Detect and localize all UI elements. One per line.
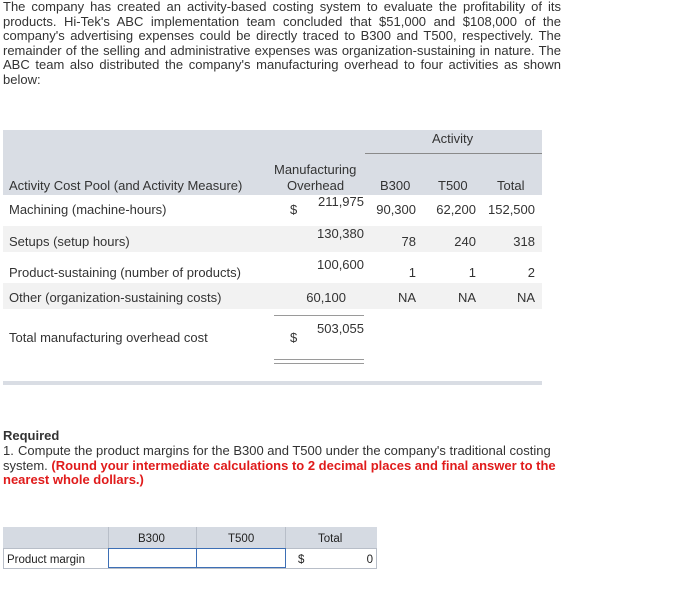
answer-total-header: Total (318, 533, 343, 545)
activity-header: Activity (432, 131, 474, 146)
table-bottom-band (3, 381, 542, 385)
b300-margin-input[interactable] (108, 548, 197, 568)
answer-header-divider (196, 527, 197, 548)
question-text: Compute the product margins for the B300 and T500 under the company's traditional costing system. (3, 443, 551, 473)
mfg-overhead-header-line1: Manufacturing (274, 162, 357, 177)
pool-header: Activity Cost Pool (and Activity Measure) (9, 178, 243, 193)
answer-total-dollar: $ (298, 554, 305, 566)
row-b300-value: NA (397, 290, 416, 305)
row-label: Product-sustaining (number of products) (9, 265, 241, 280)
row-label: Other (organization-sustaining costs) (9, 290, 222, 305)
row-t500-value: 1 (468, 265, 476, 280)
intro-paragraph: The company has created an activity-based costing system to evaluate the profitability of its products. Hi-Tek's ABC implementation team concluded that $51,000 and $108,000 of the company's advertising expenses could be directly traced to B300 and T500, respectively. The remainder of the selling and administrative expenses was organization-sustaining in nature. The ABC team also distributed the company's manufacturing overhead to four activities as shown below: (3, 0, 561, 87)
required-title: Required (3, 428, 60, 443)
rounding-note: (Round your intermediate calculations to 2 decimal places and final answer to the nearest whole dollars.) (3, 457, 556, 488)
row-mfg-value: 130,380 (317, 226, 364, 241)
product-margin-label: Product margin (7, 554, 85, 566)
total-double-rule-top (274, 359, 364, 360)
total-row-label: Total manufacturing overhead cost (9, 330, 208, 345)
question-number: 1. (3, 443, 14, 458)
row-t500-value: 240 (454, 234, 476, 249)
mfg-overhead-header-line2: Overhead (287, 178, 345, 193)
total-row-dollar: $ (290, 330, 298, 345)
answer-header-divider (108, 527, 109, 548)
row-label: Setups (setup hours) (9, 234, 130, 249)
required-question (3, 444, 563, 488)
row-mfg-value: 60,100 (306, 290, 346, 305)
row-total-value: NA (516, 290, 535, 305)
answer-t500-header: T500 (228, 533, 255, 545)
row-b300-value: 1 (408, 265, 416, 280)
total-double-rule-bottom (274, 363, 364, 364)
row-total-value: 318 (513, 234, 535, 249)
t500-header: T500 (438, 178, 468, 193)
subtotal-rule (274, 315, 364, 316)
row-b300-value: 78 (401, 234, 416, 249)
total-row-mfg-value: 503,055 (317, 321, 364, 336)
row-mfg-value: 211,975 (317, 194, 364, 209)
row-total-value: 2 (527, 265, 535, 280)
t500-margin-input[interactable] (196, 548, 286, 568)
answer-header-divider (285, 527, 286, 548)
row-t500-value: 62,200 (436, 202, 476, 217)
row-mfg-value: 100,600 (317, 257, 364, 272)
total-header: Total (497, 178, 525, 193)
b300-header: B300 (380, 178, 411, 193)
answer-b300-header: B300 (138, 533, 165, 545)
answer-total-value: 0 (366, 554, 373, 566)
row-label: Machining (machine-hours) (9, 202, 167, 217)
row-total-value: 152,500 (488, 202, 535, 217)
row-t500-value: NA (457, 290, 476, 305)
row-dollar: $ (290, 202, 298, 217)
row-b300-value: 90,300 (376, 202, 416, 217)
